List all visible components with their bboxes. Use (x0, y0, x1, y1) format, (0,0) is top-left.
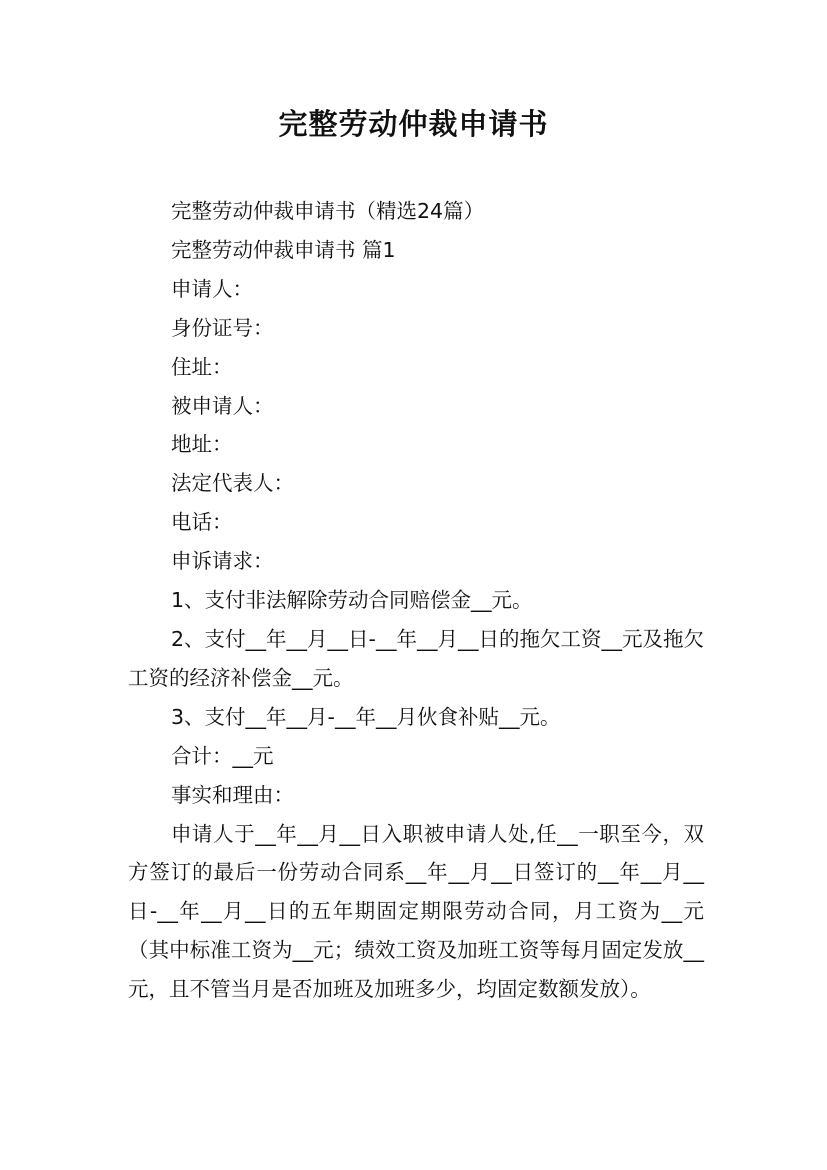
facts-paragraph: 申请人于__年__月__日入职被申请人处,任__一职至今，双方签订的最后一份劳动合同系__年__月__日签订的__年__月__日-__年__月__日的五年期固定期限劳动合同，月工资为__元（其中标准工资为__元；绩效工资及加班工资等每月固定发放__元，且不管当月是否加班及加班多少，均固定数额发放）。 (128, 821, 704, 1002)
document-body (128, 192, 704, 1009)
claims-heading: 申诉请求： (171, 549, 274, 574)
address-field: 住址： (171, 354, 233, 379)
respondent-field: 被申请人： (171, 393, 274, 418)
id-number-field: 身份证号： (171, 315, 274, 340)
claim-item-1: 1、支付非法解除劳动合同赔偿金__元。 (171, 588, 533, 613)
claim-item-2: 2、支付__年__月__日-__年__月__日的拖欠工资__元及拖欠工资的经济补偿金__元。 (128, 626, 704, 690)
applicant-field: 申请人： (171, 276, 253, 301)
claim-item-3: 3、支付__年__月-__年__月伙食补贴__元。 (171, 704, 561, 729)
phone-field: 电话： (171, 510, 233, 535)
document-subtitle: 完整劳动仲裁申请书（精选24篇） (171, 199, 485, 223)
document-title: 完整劳动仲裁申请书 (278, 107, 549, 141)
section-heading: 完整劳动仲裁申请书 篇1 (171, 237, 396, 262)
facts-heading: 事实和理由： (171, 782, 294, 807)
legal-representative-field: 法定代表人： (171, 471, 294, 496)
respondent-address-field: 地址： (171, 432, 233, 457)
claims-total: 合计：__元 (171, 743, 274, 768)
